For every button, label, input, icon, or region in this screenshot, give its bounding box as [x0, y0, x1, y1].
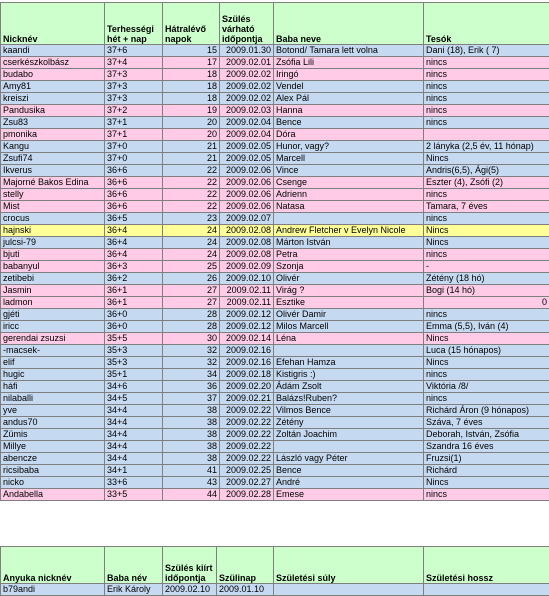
baby-name-cell[interactable]: Olivér Damir: [274, 309, 424, 321]
week-cell[interactable]: 37+0: [105, 153, 163, 165]
week-cell[interactable]: 35+3: [105, 357, 163, 369]
baby-name-cell[interactable]: Milos Marcell: [274, 321, 424, 333]
table-row: [1, 153, 549, 165]
days-left-cell[interactable]: 36: [163, 381, 220, 393]
birthday-cell[interactable]: 2009.01.10: [217, 584, 274, 596]
nickname-cell[interactable]: hajnski: [1, 225, 105, 237]
siblings-cell[interactable]: Nincs: [424, 357, 549, 369]
week-cell[interactable]: 37+1: [105, 117, 163, 129]
week-cell[interactable]: 34+6: [105, 381, 163, 393]
siblings-cell[interactable]: Dani (18), Erik ( 7): [424, 45, 549, 57]
nickname-cell[interactable]: Kangu: [1, 141, 105, 153]
table-row: [1, 45, 549, 57]
baby-name-cell[interactable]: Dóra: [274, 129, 424, 141]
table-row: [1, 321, 549, 333]
header-birth-weight[interactable]: Születési súly: [274, 547, 424, 584]
days-left-cell[interactable]: 25: [163, 261, 220, 273]
due-date-cell[interactable]: 2009.02.04: [220, 117, 274, 129]
due-date-cell[interactable]: 2009.02.02: [220, 69, 274, 81]
week-cell[interactable]: 37+3: [105, 93, 163, 105]
nickname-cell[interactable]: Zümis: [1, 429, 105, 441]
siblings-cell[interactable]: Nincs: [424, 237, 549, 249]
nickname-cell[interactable]: andus70: [1, 417, 105, 429]
due-date-cell[interactable]: 2009.02.02: [220, 81, 274, 93]
scheduled-date-cell[interactable]: 2009.02.10: [163, 584, 217, 596]
due-date-cell[interactable]: 2009.02.22: [220, 453, 274, 465]
days-left-cell[interactable]: 22: [163, 189, 220, 201]
siblings-cell[interactable]: nincs: [424, 117, 549, 129]
due-date-cell[interactable]: 2009.01.30: [220, 45, 274, 57]
siblings-cell[interactable]: Fruzsi(1): [424, 453, 549, 465]
due-date-cell[interactable]: 2009.02.07: [220, 213, 274, 225]
due-date-cell[interactable]: 2009.02.25: [220, 465, 274, 477]
baby-name-cell[interactable]: Zsófia Lili: [274, 57, 424, 69]
days-left-cell[interactable]: 43: [163, 477, 220, 489]
nickname-cell[interactable]: Pandusika: [1, 105, 105, 117]
nickname-cell[interactable]: iricc: [1, 321, 105, 333]
baby-name-cell[interactable]: László vagy Péter: [274, 453, 424, 465]
week-cell[interactable]: 36+0: [105, 321, 163, 333]
table-row: [1, 81, 549, 93]
baby-name-cell[interactable]: Vince: [274, 165, 424, 177]
table-row: [1, 333, 549, 345]
siblings-cell[interactable]: Szandra 16 éves: [424, 441, 549, 453]
baby-name-cell[interactable]: Márton István: [274, 237, 424, 249]
table-row: [1, 453, 549, 465]
siblings-cell[interactable]: 2 lányka (2,5 év, 11 hónap): [424, 141, 549, 153]
header-baby-name-born[interactable]: Baba név: [105, 547, 163, 584]
nickname-cell[interactable]: háfi: [1, 381, 105, 393]
baby-name-cell[interactable]: Léna: [274, 333, 424, 345]
due-date-cell[interactable]: 2009.02.11: [220, 297, 274, 309]
nickname-cell[interactable]: kreiszi: [1, 93, 105, 105]
nickname-cell[interactable]: Majorné Bakos Edina: [1, 177, 105, 189]
week-cell[interactable]: 34+4: [105, 417, 163, 429]
week-cell[interactable]: 34+4: [105, 429, 163, 441]
table-row: [1, 285, 549, 297]
siblings-cell[interactable]: Száva, 7 éves: [424, 417, 549, 429]
days-left-cell[interactable]: 17: [163, 57, 220, 69]
days-left-cell[interactable]: 34: [163, 369, 220, 381]
baby-name-cell[interactable]: Vendel: [274, 81, 424, 93]
due-date-cell[interactable]: 2009.02.06: [220, 165, 274, 177]
due-date-cell[interactable]: 2009.02.06: [220, 189, 274, 201]
baby-name-cell[interactable]: [274, 441, 424, 453]
days-left-cell[interactable]: 24: [163, 249, 220, 261]
due-date-cell[interactable]: 2009.02.06: [220, 201, 274, 213]
table-row: [1, 297, 549, 309]
siblings-cell[interactable]: Richárd: [424, 465, 549, 477]
days-left-cell[interactable]: 19: [163, 105, 220, 117]
days-left-cell[interactable]: 38: [163, 405, 220, 417]
header-pregnancy-week[interactable]: Terhességi hét + nap: [105, 3, 163, 45]
header-siblings[interactable]: Tesók: [424, 3, 549, 45]
table-row: [1, 177, 549, 189]
week-cell[interactable]: 36+3: [105, 261, 163, 273]
week-cell[interactable]: 35+5: [105, 333, 163, 345]
baby-name-cell[interactable]: Adrienn: [274, 189, 424, 201]
days-left-cell[interactable]: 20: [163, 129, 220, 141]
baby-name-cell[interactable]: Bence: [274, 117, 424, 129]
table-row: [1, 165, 549, 177]
mother-nickname-cell[interactable]: b79andi: [1, 584, 105, 596]
days-left-cell[interactable]: 38: [163, 441, 220, 453]
nickname-cell[interactable]: julcsi-79: [1, 237, 105, 249]
table-row: [1, 213, 549, 225]
header-birth-length[interactable]: Születési hossz: [424, 547, 549, 584]
siblings-cell[interactable]: Emma (5,5), Iván (4): [424, 321, 549, 333]
baby-name-cell[interactable]: Zoltán Joachim: [274, 429, 424, 441]
siblings-cell[interactable]: Bogi (14 hó): [424, 285, 549, 297]
baby-name-cell[interactable]: Emese: [274, 489, 424, 501]
siblings-cell[interactable]: 0: [424, 297, 549, 309]
due-date-cell[interactable]: 2009.02.28: [220, 489, 274, 501]
nickname-cell[interactable]: Mist: [1, 201, 105, 213]
week-cell[interactable]: 35+1: [105, 369, 163, 381]
week-cell[interactable]: 36+4: [105, 249, 163, 261]
week-cell[interactable]: 36+4: [105, 237, 163, 249]
baby-name-cell[interactable]: Alex Pál: [274, 93, 424, 105]
days-left-cell[interactable]: 18: [163, 81, 220, 93]
nickname-cell[interactable]: gjéti: [1, 309, 105, 321]
days-left-cell[interactable]: 21: [163, 153, 220, 165]
baby-name-cell[interactable]: Erik Károly: [105, 584, 163, 596]
baby-name-cell[interactable]: Bence: [274, 465, 424, 477]
due-date-cell[interactable]: 2009.02.05: [220, 153, 274, 165]
due-date-cell[interactable]: 2009.02.16: [220, 357, 274, 369]
due-date-cell[interactable]: 2009.02.10: [220, 273, 274, 285]
table-row: [1, 429, 549, 441]
siblings-cell[interactable]: Nincs: [424, 333, 549, 345]
nickname-cell[interactable]: Millye: [1, 441, 105, 453]
table-row: [1, 189, 549, 201]
siblings-cell[interactable]: Deborah, István, Zsófia: [424, 429, 549, 441]
week-cell[interactable]: 33+6: [105, 477, 163, 489]
week-cell[interactable]: 37+2: [105, 105, 163, 117]
table-row: [1, 105, 549, 117]
baby-name-cell[interactable]: Marcell: [274, 153, 424, 165]
table-row: [1, 57, 549, 69]
due-date-cell[interactable]: 2009.02.09: [220, 261, 274, 273]
due-date-cell[interactable]: 2009.02.12: [220, 309, 274, 321]
born-header-row: [1, 547, 549, 584]
siblings-cell[interactable]: -: [424, 261, 549, 273]
week-cell[interactable]: 37+4: [105, 57, 163, 69]
days-left-cell[interactable]: 23: [163, 213, 220, 225]
baby-name-cell[interactable]: André: [274, 477, 424, 489]
siblings-cell[interactable]: Nincs: [424, 225, 549, 237]
siblings-cell[interactable]: nincs: [424, 249, 549, 261]
born-babies-table: [0, 546, 549, 596]
days-left-cell[interactable]: 27: [163, 297, 220, 309]
nickname-cell[interactable]: nicko: [1, 477, 105, 489]
week-cell[interactable]: 36+6: [105, 165, 163, 177]
due-date-cell[interactable]: 2009.02.03: [220, 105, 274, 117]
siblings-cell[interactable]: nincs: [424, 393, 549, 405]
nickname-cell[interactable]: Andabella: [1, 489, 105, 501]
week-cell[interactable]: 37+1: [105, 129, 163, 141]
days-left-cell[interactable]: 32: [163, 345, 220, 357]
nickname-cell[interactable]: hugic: [1, 369, 105, 381]
week-cell[interactable]: 37+6: [105, 45, 163, 57]
header-row: [1, 3, 549, 45]
due-date-cell[interactable]: 2009.02.14: [220, 333, 274, 345]
week-cell[interactable]: 33+5: [105, 489, 163, 501]
due-date-cell[interactable]: 2009.02.08: [220, 249, 274, 261]
nickname-cell[interactable]: Zsu83: [1, 117, 105, 129]
due-date-cell[interactable]: 2009.02.27: [220, 477, 274, 489]
due-date-cell[interactable]: 2009.02.08: [220, 237, 274, 249]
days-left-cell[interactable]: 28: [163, 309, 220, 321]
siblings-cell[interactable]: nincs: [424, 93, 549, 105]
siblings-cell[interactable]: Andris(6,5), Ági(5): [424, 165, 549, 177]
siblings-cell[interactable]: nincs: [424, 213, 549, 225]
nickname-cell[interactable]: babanyul: [1, 261, 105, 273]
table-row: [1, 405, 549, 417]
header-nickname[interactable]: Nicknév: [1, 3, 105, 45]
siblings-cell[interactable]: nincs: [424, 81, 549, 93]
baby-name-cell[interactable]: Vilmos Bence: [274, 405, 424, 417]
due-date-cell[interactable]: 2009.02.11: [220, 285, 274, 297]
baby-name-cell[interactable]: Kistigris :): [274, 369, 424, 381]
table-row: [1, 465, 549, 477]
baby-name-cell[interactable]: Hunor, vagy?: [274, 141, 424, 153]
table-row: [1, 69, 549, 81]
week-cell[interactable]: 37+0: [105, 141, 163, 153]
days-left-cell[interactable]: 26: [163, 273, 220, 285]
siblings-cell[interactable]: nincs: [424, 489, 549, 501]
baby-name-cell[interactable]: [274, 213, 424, 225]
siblings-cell[interactable]: Tamara, 7 éves: [424, 201, 549, 213]
week-cell[interactable]: 34+4: [105, 453, 163, 465]
siblings-cell[interactable]: nincs: [424, 57, 549, 69]
days-left-cell[interactable]: 24: [163, 225, 220, 237]
days-left-cell[interactable]: 22: [163, 177, 220, 189]
due-date-cell[interactable]: 2009.02.05: [220, 141, 274, 153]
baby-name-cell[interactable]: Szonja: [274, 261, 424, 273]
table-row: [1, 584, 549, 596]
siblings-cell[interactable]: nincs: [424, 105, 549, 117]
due-date-cell[interactable]: 2009.02.22: [220, 429, 274, 441]
days-left-cell[interactable]: 18: [163, 93, 220, 105]
baby-name-cell[interactable]: Virág ?: [274, 285, 424, 297]
siblings-cell[interactable]: Luca (15 hónapos): [424, 345, 549, 357]
header-due-date[interactable]: Szülés várható időpontja: [220, 3, 274, 45]
nickname-cell[interactable]: kaandi: [1, 45, 105, 57]
week-cell[interactable]: 37+3: [105, 81, 163, 93]
due-date-cell[interactable]: 2009.02.22: [220, 405, 274, 417]
baby-name-cell[interactable]: Csenge: [274, 177, 424, 189]
siblings-cell[interactable]: Eszter (4), Zsófi (2): [424, 177, 549, 189]
nickname-cell[interactable]: budabo: [1, 69, 105, 81]
table-row: [1, 381, 549, 393]
table-row: [1, 237, 549, 249]
header-birthday[interactable]: Szülinap: [217, 547, 274, 584]
siblings-cell[interactable]: nincs: [424, 309, 549, 321]
nickname-cell[interactable]: -macsek-: [1, 345, 105, 357]
due-date-cell[interactable]: 2009.02.06: [220, 177, 274, 189]
days-left-cell[interactable]: 28: [163, 321, 220, 333]
due-date-cell[interactable]: 2009.02.12: [220, 321, 274, 333]
nickname-cell[interactable]: stelly: [1, 189, 105, 201]
days-left-cell[interactable]: 38: [163, 453, 220, 465]
baby-name-cell[interactable]: Esztike: [274, 297, 424, 309]
table-row: [1, 309, 549, 321]
baby-name-cell[interactable]: [274, 345, 424, 357]
table-row: [1, 201, 549, 213]
days-left-cell[interactable]: 27: [163, 285, 220, 297]
siblings-cell[interactable]: [424, 129, 549, 141]
baby-name-cell[interactable]: Balázs!Ruben?: [274, 393, 424, 405]
baby-name-cell[interactable]: Botond/ Tamara lett volna: [274, 45, 424, 57]
week-cell[interactable]: 36+6: [105, 189, 163, 201]
days-left-cell[interactable]: 15: [163, 45, 220, 57]
nickname-cell[interactable]: bjuti: [1, 249, 105, 261]
week-cell[interactable]: 36+2: [105, 273, 163, 285]
nickname-cell[interactable]: ricsibaba: [1, 465, 105, 477]
baby-name-cell[interactable]: Natasa: [274, 201, 424, 213]
table-row: [1, 357, 549, 369]
due-date-cell[interactable]: 2009.02.08: [220, 225, 274, 237]
table-row: [1, 117, 549, 129]
nickname-cell[interactable]: Jasmin: [1, 285, 105, 297]
due-date-cell[interactable]: 2009.02.02: [220, 93, 274, 105]
table-row: [1, 141, 549, 153]
table-row: [1, 393, 549, 405]
table-row: [1, 489, 549, 501]
nickname-cell[interactable]: abencze: [1, 453, 105, 465]
siblings-cell[interactable]: nincs: [424, 189, 549, 201]
week-cell[interactable]: 36+0: [105, 309, 163, 321]
baby-name-cell[interactable]: Andrew Fletcher v Evelyn Nicole: [274, 225, 424, 237]
due-date-cell[interactable]: 2009.02.18: [220, 369, 274, 381]
table-row: [1, 441, 549, 453]
header-days-left[interactable]: Hátralévő napok: [163, 3, 220, 45]
nickname-cell[interactable]: cserkészkolbász: [1, 57, 105, 69]
baby-name-cell[interactable]: Hanna: [274, 105, 424, 117]
nickname-cell[interactable]: Ikverus: [1, 165, 105, 177]
nickname-cell[interactable]: nilaballi: [1, 393, 105, 405]
days-left-cell[interactable]: 22: [163, 165, 220, 177]
table-row: [1, 345, 549, 357]
siblings-cell[interactable]: Richárd Áron (9 hónapos): [424, 405, 549, 417]
siblings-cell[interactable]: nincs: [424, 69, 549, 81]
siblings-cell[interactable]: Zétény (18 hó): [424, 273, 549, 285]
due-date-cell[interactable]: 2009.02.21: [220, 393, 274, 405]
table-row: [1, 417, 549, 429]
baby-name-cell[interactable]: Zétény: [274, 417, 424, 429]
week-cell[interactable]: 36+1: [105, 285, 163, 297]
baby-name-cell[interactable]: Olivér: [274, 273, 424, 285]
due-date-cell[interactable]: 2009.02.20: [220, 381, 274, 393]
siblings-cell[interactable]: nincs: [424, 369, 549, 381]
week-cell[interactable]: 36+5: [105, 213, 163, 225]
due-date-cell[interactable]: 2009.02.16: [220, 345, 274, 357]
nickname-cell[interactable]: gerendai zsuzsi: [1, 333, 105, 345]
week-cell[interactable]: 34+5: [105, 393, 163, 405]
days-left-cell[interactable]: 30: [163, 333, 220, 345]
days-left-cell[interactable]: 38: [163, 417, 220, 429]
header-baby-name[interactable]: Baba neve: [274, 3, 424, 45]
table-row: [1, 93, 549, 105]
week-cell[interactable]: 34+4: [105, 441, 163, 453]
baby-name-cell[interactable]: Iringó: [274, 69, 424, 81]
days-left-cell[interactable]: 24: [163, 237, 220, 249]
nickname-cell[interactable]: pmonika: [1, 129, 105, 141]
days-left-cell[interactable]: 38: [163, 429, 220, 441]
birth-length-cell[interactable]: [424, 584, 549, 596]
nickname-cell[interactable]: yve: [1, 405, 105, 417]
table-row: [1, 249, 549, 261]
week-cell[interactable]: 34+4: [105, 405, 163, 417]
days-left-cell[interactable]: 37: [163, 393, 220, 405]
siblings-cell[interactable]: Nincs: [424, 153, 549, 165]
days-left-cell[interactable]: 41: [163, 465, 220, 477]
week-cell[interactable]: 34+1: [105, 465, 163, 477]
header-scheduled-date[interactable]: Szülés kiírt időpontja: [163, 547, 217, 584]
nickname-cell[interactable]: Amy81: [1, 81, 105, 93]
due-date-cell[interactable]: 2009.02.22: [220, 441, 274, 453]
header-mother-nickname[interactable]: Anyuka nicknév: [1, 547, 105, 584]
days-left-cell[interactable]: 20: [163, 117, 220, 129]
table-row: [1, 369, 549, 381]
siblings-cell[interactable]: Viktória /8/: [424, 381, 549, 393]
table-row: [1, 129, 549, 141]
week-cell[interactable]: 35+3: [105, 345, 163, 357]
baby-name-cell[interactable]: Ádám Zsolt: [274, 381, 424, 393]
due-date-cell[interactable]: 2009.02.01: [220, 57, 274, 69]
birth-weight-cell[interactable]: [274, 584, 424, 596]
due-date-cell[interactable]: 2009.02.22: [220, 417, 274, 429]
nickname-cell[interactable]: ladmon: [1, 297, 105, 309]
table-row: [1, 273, 549, 285]
table-row: [1, 477, 549, 489]
baby-name-cell[interactable]: Petra: [274, 249, 424, 261]
nickname-cell[interactable]: Zsufi74: [1, 153, 105, 165]
days-left-cell[interactable]: 32: [163, 357, 220, 369]
week-cell[interactable]: 36+4: [105, 225, 163, 237]
nickname-cell[interactable]: elif: [1, 357, 105, 369]
siblings-cell[interactable]: Nincs: [424, 477, 549, 489]
week-cell[interactable]: 37+3: [105, 69, 163, 81]
due-dates-table: [0, 2, 549, 501]
days-left-cell[interactable]: 22: [163, 201, 220, 213]
week-cell[interactable]: 36+6: [105, 201, 163, 213]
nickname-cell[interactable]: crocus: [1, 213, 105, 225]
table-row: [1, 225, 549, 237]
days-left-cell[interactable]: 44: [163, 489, 220, 501]
week-cell[interactable]: 36+6: [105, 177, 163, 189]
table-row: [1, 261, 549, 273]
week-cell[interactable]: 36+1: [105, 297, 163, 309]
baby-name-cell[interactable]: Efehan Hamza: [274, 357, 424, 369]
due-date-cell[interactable]: 2009.02.04: [220, 129, 274, 141]
days-left-cell[interactable]: 21: [163, 141, 220, 153]
nickname-cell[interactable]: zetibebi: [1, 273, 105, 285]
days-left-cell[interactable]: 18: [163, 69, 220, 81]
